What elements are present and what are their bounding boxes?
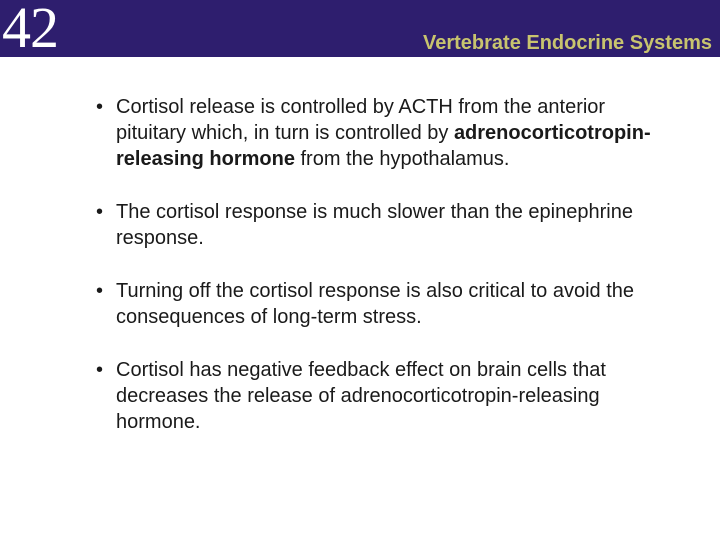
bullet-marker: • bbox=[96, 280, 104, 302]
header-bar bbox=[0, 0, 720, 60]
bullet-text: The cortisol response is much slower than the epinephrine response. bbox=[116, 201, 633, 249]
bullet-text: Cortisol has negative feedback effect on brain cells that decreases the release of adrenocorticotropin-releasing hormone. bbox=[116, 359, 606, 433]
bullet-text-after: from the hypothalamus. bbox=[294, 148, 510, 170]
bullet-marker: • bbox=[96, 96, 104, 118]
bullet-text-before: Cortisol release is controlled by ACTH from the anterior pituitary which, in turn is controlled by bbox=[116, 96, 606, 144]
bullet-item-turning-off bbox=[96, 278, 656, 330]
bullet-text: Turning off the cortisol response is also critical to avoid the consequences of long-term stress. bbox=[116, 280, 635, 328]
slide-title: Vertebrate Endocrine Systems bbox=[422, 32, 712, 54]
bullet-item-cortisol-release bbox=[96, 94, 656, 172]
bullet-list bbox=[96, 94, 656, 462]
chapter-number: 42 bbox=[2, 0, 58, 60]
bullet-item-cortisol-slower bbox=[96, 199, 656, 251]
bullet-marker: • bbox=[96, 201, 104, 223]
bullet-item-negative-feedback bbox=[96, 357, 656, 435]
bullet-text-bold: adrenocorticotropin-releasing hormone bbox=[116, 122, 651, 170]
bullet-marker: • bbox=[96, 359, 104, 381]
